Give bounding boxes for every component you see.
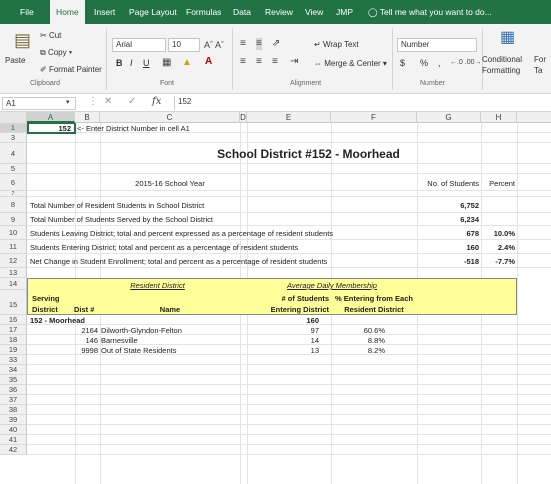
col-header-b[interactable]: B: [75, 112, 100, 123]
gridline: [27, 374, 551, 375]
gridline: [27, 173, 551, 174]
row-header[interactable]: 35: [0, 375, 27, 385]
align-middle-icon[interactable]: ≡: [256, 38, 262, 49]
copy-icon: ⧉: [40, 48, 46, 57]
separator: [232, 28, 233, 90]
row-header[interactable]: 17: [0, 325, 27, 335]
gridline: [27, 196, 551, 197]
table-cell-percent: 8.8%: [367, 336, 385, 345]
tab-formulas[interactable]: Formulas: [186, 7, 222, 17]
borders-icon[interactable]: ▦: [162, 57, 172, 68]
cell-b1[interactable]: <- Enter District Number in cell A1: [77, 124, 190, 133]
name-header: Name: [159, 305, 181, 314]
table-cell-name: Barnesville: [101, 336, 138, 345]
students-leaving-percent: 10.0%: [493, 229, 515, 238]
table-cell-percent: 60.6%: [363, 326, 385, 335]
resident-district-subheader: Resident District: [344, 305, 404, 314]
col-header-h[interactable]: H: [481, 112, 517, 123]
row-header[interactable]: 15: [0, 290, 27, 315]
table-cell-dist: 146: [85, 336, 98, 345]
row-header[interactable]: 12: [0, 254, 27, 268]
table-cell-percent: 8.2%: [367, 346, 385, 355]
avg-membership-header: Average Daily Membership: [287, 281, 377, 290]
table-cell-students: 13: [310, 346, 319, 355]
font-color-icon[interactable]: A: [205, 56, 213, 67]
row-header[interactable]: 16: [0, 315, 27, 325]
row-header[interactable]: 41: [0, 435, 27, 445]
cut-label: Cut: [48, 31, 62, 40]
merge-center-button[interactable]: ⇔ Merge & Center ▾: [314, 59, 387, 68]
students-served-label: Total Number of Students Served by the School District: [30, 215, 214, 224]
resident-students-label: Total Number of Resident Students in School District: [30, 201, 205, 210]
name-box[interactable]: A1: [2, 97, 76, 110]
row-header[interactable]: 36: [0, 385, 27, 395]
row-header[interactable]: 8: [0, 197, 27, 213]
format-as-table-label-1[interactable]: For: [534, 55, 546, 64]
tab-jmp[interactable]: JMP: [336, 7, 353, 17]
row-header[interactable]: 34: [0, 365, 27, 375]
comma-button[interactable]: ,: [438, 58, 441, 68]
gridline: [27, 225, 551, 226]
row-header[interactable]: 3: [0, 133, 27, 143]
copy-button[interactable]: ⧉ Copy ▾: [40, 48, 73, 57]
tell-me-label: Tell me what you want to do...: [379, 7, 492, 17]
entering-district-header: Entering District: [270, 305, 329, 314]
scissors-icon: ✂: [40, 31, 47, 40]
row-header[interactable]: 37: [0, 395, 27, 405]
gridline: [27, 404, 551, 405]
column-header-bar: [0, 112, 551, 123]
gridline: [27, 212, 551, 213]
font-size-select[interactable]: 10: [168, 38, 200, 52]
students-entering-label: Students Entering District; total and percent as a percentage of resident students: [30, 243, 299, 252]
cut-button[interactable]: [40, 30, 61, 41]
gridline: [27, 163, 551, 164]
align-left-icon[interactable]: ≡: [240, 56, 246, 67]
tab-page-layout[interactable]: Page Layout: [129, 7, 177, 17]
students-served-value: 6,234: [460, 215, 479, 224]
conditional-formatting-label-2[interactable]: Formatting: [482, 66, 521, 75]
formula-input[interactable]: 152: [174, 96, 551, 110]
serving-header: Serving: [32, 294, 60, 303]
net-change-percent: -7.7%: [495, 257, 515, 266]
alignment-group-label: Alignment: [290, 80, 322, 87]
row-header[interactable]: 11: [0, 240, 27, 254]
row-header[interactable]: 4: [0, 143, 27, 164]
more-icon: ⋮: [88, 96, 98, 107]
row-header[interactable]: 33: [0, 355, 27, 365]
wrap-text-label: Wrap Text: [322, 40, 359, 49]
students-entering-value: 160: [466, 243, 479, 252]
align-right-icon[interactable]: ≡: [272, 56, 278, 67]
decimal-icon[interactable]: ←.0 .00→: [450, 59, 482, 66]
gridline: [27, 142, 551, 143]
clipboard-group-label: Clipboard: [30, 80, 60, 87]
col-header-g[interactable]: G: [417, 112, 481, 123]
row-header[interactable]: 10: [0, 226, 27, 240]
table-cell-students: 97: [310, 326, 319, 335]
copy-label: Copy: [47, 48, 67, 57]
gridline: [27, 384, 551, 385]
percent-header: Percent: [489, 179, 515, 188]
tab-data[interactable]: Data: [233, 7, 251, 17]
separator: [392, 28, 393, 90]
brush-icon: ✐: [40, 65, 47, 74]
spreadsheet-grid[interactable]: [0, 123, 551, 484]
format-painter-label: Format Painter: [48, 65, 102, 74]
row-header[interactable]: 18: [0, 335, 27, 345]
col-header-c[interactable]: C: [100, 112, 240, 123]
gridline: [27, 444, 551, 445]
tab-review[interactable]: Review: [265, 7, 293, 17]
row-header[interactable]: 19: [0, 345, 27, 355]
align-center-icon[interactable]: ≡: [256, 56, 262, 67]
col-header-e[interactable]: E: [247, 112, 331, 123]
conditional-formatting-label-1[interactable]: Conditional: [482, 55, 523, 64]
gridline: [27, 267, 551, 268]
gridline: [517, 123, 518, 484]
students-leaving-label: Students Leaving District; total and percent expressed as a percentage of resident students: [30, 229, 334, 238]
row-header[interactable]: 5: [0, 164, 27, 174]
cell-a1[interactable]: 152: [58, 124, 71, 133]
page-title: School District #152 - Moorhead: [217, 147, 400, 161]
gridline: [27, 434, 551, 435]
students-entering-percent: 2.4%: [497, 243, 515, 252]
row-header[interactable]: 39: [0, 415, 27, 425]
net-change-value: -518: [463, 257, 479, 266]
tab-insert[interactable]: Insert: [94, 7, 116, 17]
orientation-icon[interactable]: ⇗: [272, 38, 281, 49]
bold-button[interactable]: B: [116, 58, 123, 68]
resident-district-header: Resident District: [130, 281, 185, 290]
resident-students-value: 6,752: [460, 201, 479, 210]
table-cell-dist: 2164: [81, 326, 98, 335]
paste-button[interactable]: Paste: [5, 56, 26, 65]
row-header[interactable]: 9: [0, 213, 27, 226]
col-header-a[interactable]: A: [27, 112, 75, 123]
no-students-header: No. of Students: [427, 179, 479, 188]
italic-button[interactable]: I: [130, 58, 133, 68]
tab-home[interactable]: Home: [50, 0, 85, 25]
serving-district: 152 - Moorhead: [30, 316, 86, 325]
net-change-label: Net Change in Student Enrollment; total and percent as a percentage of resident students: [30, 257, 328, 266]
chevron-down-icon[interactable]: ▾: [66, 99, 70, 106]
font-group-label: Font: [160, 80, 175, 87]
format-painter-button[interactable]: [40, 64, 102, 75]
tab-view[interactable]: View: [305, 7, 324, 17]
row-header[interactable]: 40: [0, 425, 27, 435]
row-header[interactable]: 13: [0, 268, 27, 278]
num-students-header: # of Students: [281, 294, 329, 303]
row-header[interactable]: 38: [0, 405, 27, 415]
wrap-icon: ↵: [314, 40, 321, 49]
underline-button[interactable]: U: [143, 58, 150, 68]
gridline: [27, 414, 551, 415]
gridline: [27, 454, 551, 455]
students-leaving-value: 678: [466, 229, 479, 238]
fill-color-icon[interactable]: ▲: [182, 57, 192, 68]
format-as-table-label-2[interactable]: Ta: [534, 66, 543, 75]
row-header[interactable]: 6: [0, 174, 27, 191]
row-header[interactable]: 14: [0, 278, 27, 290]
table-cell-name: Dilworth-Glyndon-Felton: [101, 326, 182, 335]
paste-icon[interactable]: ▤: [14, 30, 32, 50]
font-grow-icon[interactable]: Aˆ Aˇ: [204, 40, 225, 50]
number-format-select[interactable]: Number: [397, 38, 477, 52]
gridline: [27, 190, 551, 191]
percent-button[interactable]: %: [420, 58, 429, 68]
select-all-corner[interactable]: [0, 112, 27, 123]
tell-me-search[interactable]: [362, 0, 498, 24]
gridline: [27, 394, 551, 395]
enter-icon[interactable]: ✓: [128, 96, 137, 107]
align-top-icon[interactable]: ≡: [240, 38, 246, 49]
currency-button[interactable]: $: [400, 58, 406, 68]
separator: [106, 28, 107, 90]
merge-center-label: Merge & Center: [324, 59, 381, 68]
row-header[interactable]: 1: [0, 123, 27, 133]
gridline: [27, 424, 551, 425]
indent-icon[interactable]: ⇥: [290, 56, 299, 67]
fx-icon[interactable]: fx: [152, 96, 162, 107]
number-group-label: Number: [420, 80, 445, 87]
gridline: [27, 239, 551, 240]
pct-entering-header: % Entering from Each: [335, 294, 413, 303]
gridline: [27, 364, 551, 365]
row-header[interactable]: 7: [0, 191, 27, 197]
col-header-f[interactable]: F: [331, 112, 417, 123]
cancel-icon[interactable]: ✕: [104, 96, 113, 107]
table-cell-name: Out of State Residents: [101, 346, 177, 355]
total-entering: 160: [306, 316, 319, 325]
wrap-text-button[interactable]: [314, 39, 359, 50]
font-name-select[interactable]: Arial: [112, 38, 166, 52]
col-header-d[interactable]: D: [240, 113, 246, 122]
merge-icon: ⇔: [314, 59, 322, 68]
conditional-formatting-icon[interactable]: ▦: [500, 29, 516, 46]
lightbulb-icon: ◯: [368, 7, 378, 17]
gridline: [27, 253, 551, 254]
table-cell-students: 14: [310, 336, 319, 345]
ribbon-tab-bar: [0, 0, 551, 24]
tab-file[interactable]: File: [20, 7, 34, 17]
district-header: District: [32, 305, 58, 314]
school-year: 2015-16 School Year: [135, 179, 205, 188]
table-cell-dist: 9998: [81, 346, 98, 355]
dist-no-header: Dist #: [74, 305, 95, 314]
row-header[interactable]: 42: [0, 445, 27, 455]
